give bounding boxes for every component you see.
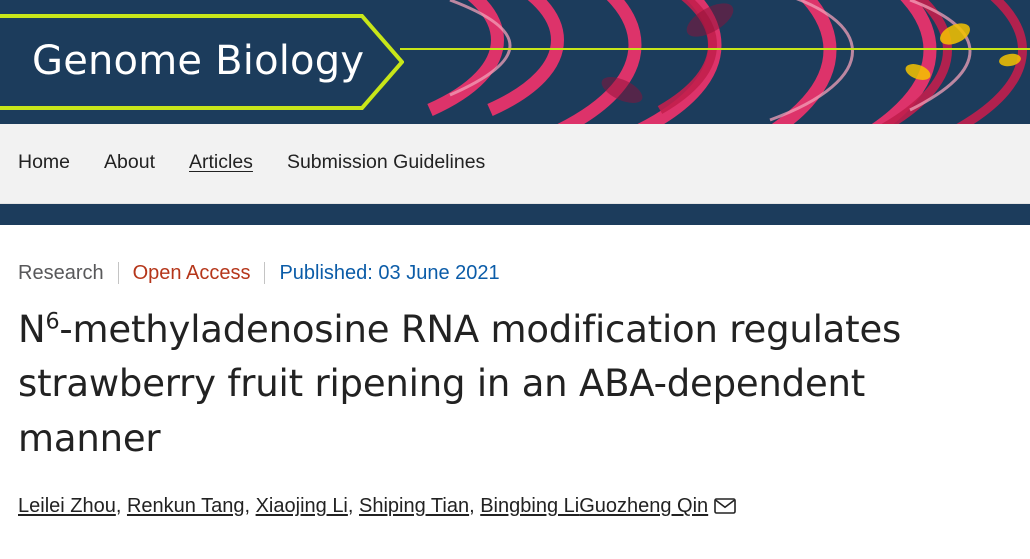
article-meta (18, 261, 1012, 285)
journal-masthead (0, 0, 1030, 124)
meta-divider-1 (118, 262, 119, 284)
published-date: Published: 03 June 2021 (279, 262, 500, 284)
title-lead: N (18, 308, 46, 351)
author-separator: , (469, 495, 481, 518)
dna-helix-artwork (410, 0, 1030, 124)
envelope-icon[interactable] (714, 494, 736, 522)
author-separator: , (347, 495, 360, 518)
nav-item-home[interactable]: Home (18, 151, 71, 173)
nav-item-about[interactable]: About (104, 151, 155, 173)
nav-bottom-band (0, 204, 1030, 225)
author-separator: , (115, 495, 127, 518)
author-link[interactable]: Bingbing Li (480, 495, 580, 518)
author-list (18, 492, 1012, 522)
journal-logo-text: Genome Biology (32, 38, 365, 85)
author-link-corresponding[interactable]: Guozheng Qin (579, 495, 709, 518)
open-access-badge: Open Access (132, 262, 251, 284)
article-type: Research (18, 262, 104, 284)
article-header (0, 225, 1030, 522)
author-separator: , (244, 495, 256, 518)
logo-accent-rule (400, 48, 1030, 50)
author-link[interactable]: Leilei Zhou (18, 495, 116, 518)
nav-item-submission-guidelines[interactable]: Submission Guidelines (286, 151, 486, 173)
article-title (18, 303, 1012, 466)
author-link[interactable]: Xiaojing Li (255, 495, 348, 518)
nav-item-articles[interactable]: Articles (189, 151, 253, 173)
title-superscript: 6 (45, 308, 60, 335)
journal-logo[interactable] (0, 14, 404, 110)
title-rest: -methyladenosine RNA modification regulates strawberry fruit ripening in an ABA-dependent manner (18, 308, 902, 460)
author-link[interactable]: Shiping Tian (359, 495, 470, 518)
main-navigation (0, 124, 1030, 204)
meta-divider-2 (264, 262, 265, 284)
author-link[interactable]: Renkun Tang (126, 495, 245, 518)
